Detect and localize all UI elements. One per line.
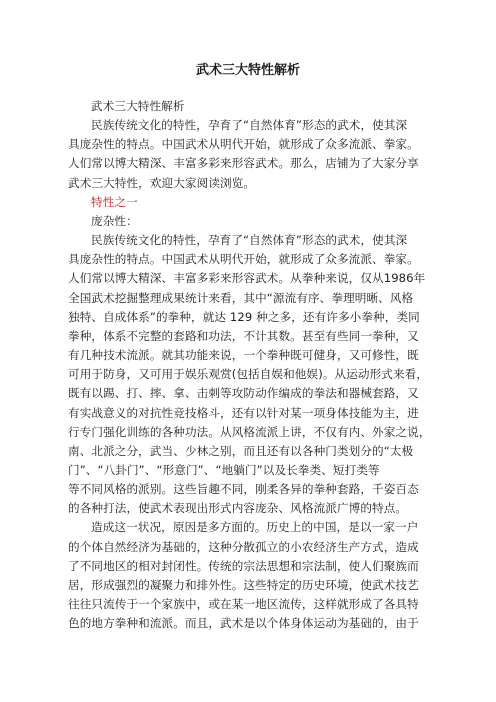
document-body xyxy=(68,97,430,633)
text-line: 具庞杂性的特点。中国武术从明代开始，就形成了众多流派、拳家。 xyxy=(68,137,419,152)
text-line: 拳种，体系不完整的套路和功法，不计其数。甚至有些同一拳种，又 xyxy=(68,328,419,343)
text-line: 的个体自然经济为基础的，这种分散孤立的小农经济生产方式，造成 xyxy=(68,539,419,554)
text-line: 色的地方拳种和流派。而且，武术是以个体身体运动为基础的，由于 xyxy=(68,616,419,631)
text-line: 门”、“八卦门”、“形意门”、“地躺门”以及长拳类、短打类等 xyxy=(68,462,380,477)
text-line: 既有以踢、打、摔、拿、击刺等攻防动作编成的拳法和器械套路，又 xyxy=(68,386,419,401)
text-line: 往往只流传于一个家族中，或在某一地区流传，这样就形成了各具特 xyxy=(68,597,419,612)
text-line: 了不同地区的相对封闭性。传统的宗法思想和宗法制，使人们聚族而 xyxy=(68,558,419,573)
text-line: 全国武术挖掘整理成果统计来看，其中“源流有序、拳理明晰、风格 xyxy=(68,290,414,305)
text-line: 人们常以博大精深、丰富多彩来形容武术。那么，店铺为了大家分享 xyxy=(68,156,419,171)
text-line: 民族传统文化的特性，孕育了“自然体育”形态的武术，使其深 xyxy=(91,233,408,248)
text-line: 南、北派之分，武当、少林之别，而且还有以各种门类划分的“太极 xyxy=(68,443,414,458)
document-title: 武术三大特性解析 xyxy=(195,63,300,78)
text-line: 独特、自成体系”的拳种，就达 129 种之多，还有许多小拳种，类同 xyxy=(68,309,420,324)
text-line: 有实战意义的对抗性竞技格斗，还有以针对某一项身体技能为主，进 xyxy=(68,405,419,420)
text-line: 居，形成强烈的凝聚力和排外性。这些特定的历史环境，使武术技艺 xyxy=(68,577,419,592)
text-line: 有几种技术流派。就其功能来说，一个拳种既可健身，又可修性，既 xyxy=(68,348,419,363)
text-line: 等不同风格的派别。这些旨趣不同，刚柔各异的拳种套路，千姿百态 xyxy=(68,482,419,497)
section-heading: 特性之一 xyxy=(91,194,138,209)
text-line: 行专门强化训练的各种功法。从风格流派上讲，不仅有内、外家之说， xyxy=(68,424,431,439)
text-line: 武术三大特性解析 xyxy=(91,99,185,113)
text-line: 庞杂性： xyxy=(91,213,138,228)
text-line: 具庞杂性的特点。中国武术从明代开始，就形成了众多流派、拳家。 xyxy=(68,252,419,267)
text-line: 武术三大特性，欢迎大家阅读浏览。 xyxy=(68,175,256,190)
text-line: 人们常以博大精深、丰富多彩来形容武术。从拳种来说，仅从1986年 xyxy=(68,271,426,286)
text-line: 民族传统文化的特性，孕育了“自然体育”形态的武术，使其深 xyxy=(91,118,408,133)
text-line: 造成这一状况，原因是多方面的。历史上的中国，是以一家一户 xyxy=(91,520,419,535)
text-line: 可用于防身，又可用于娱乐观赏(包括自娱和他娱)。从运动形式来看， xyxy=(68,367,429,382)
text-line: 的各种打法，使武术表现出形式内容庞杂、风格流派广博的特点。 xyxy=(68,501,408,516)
